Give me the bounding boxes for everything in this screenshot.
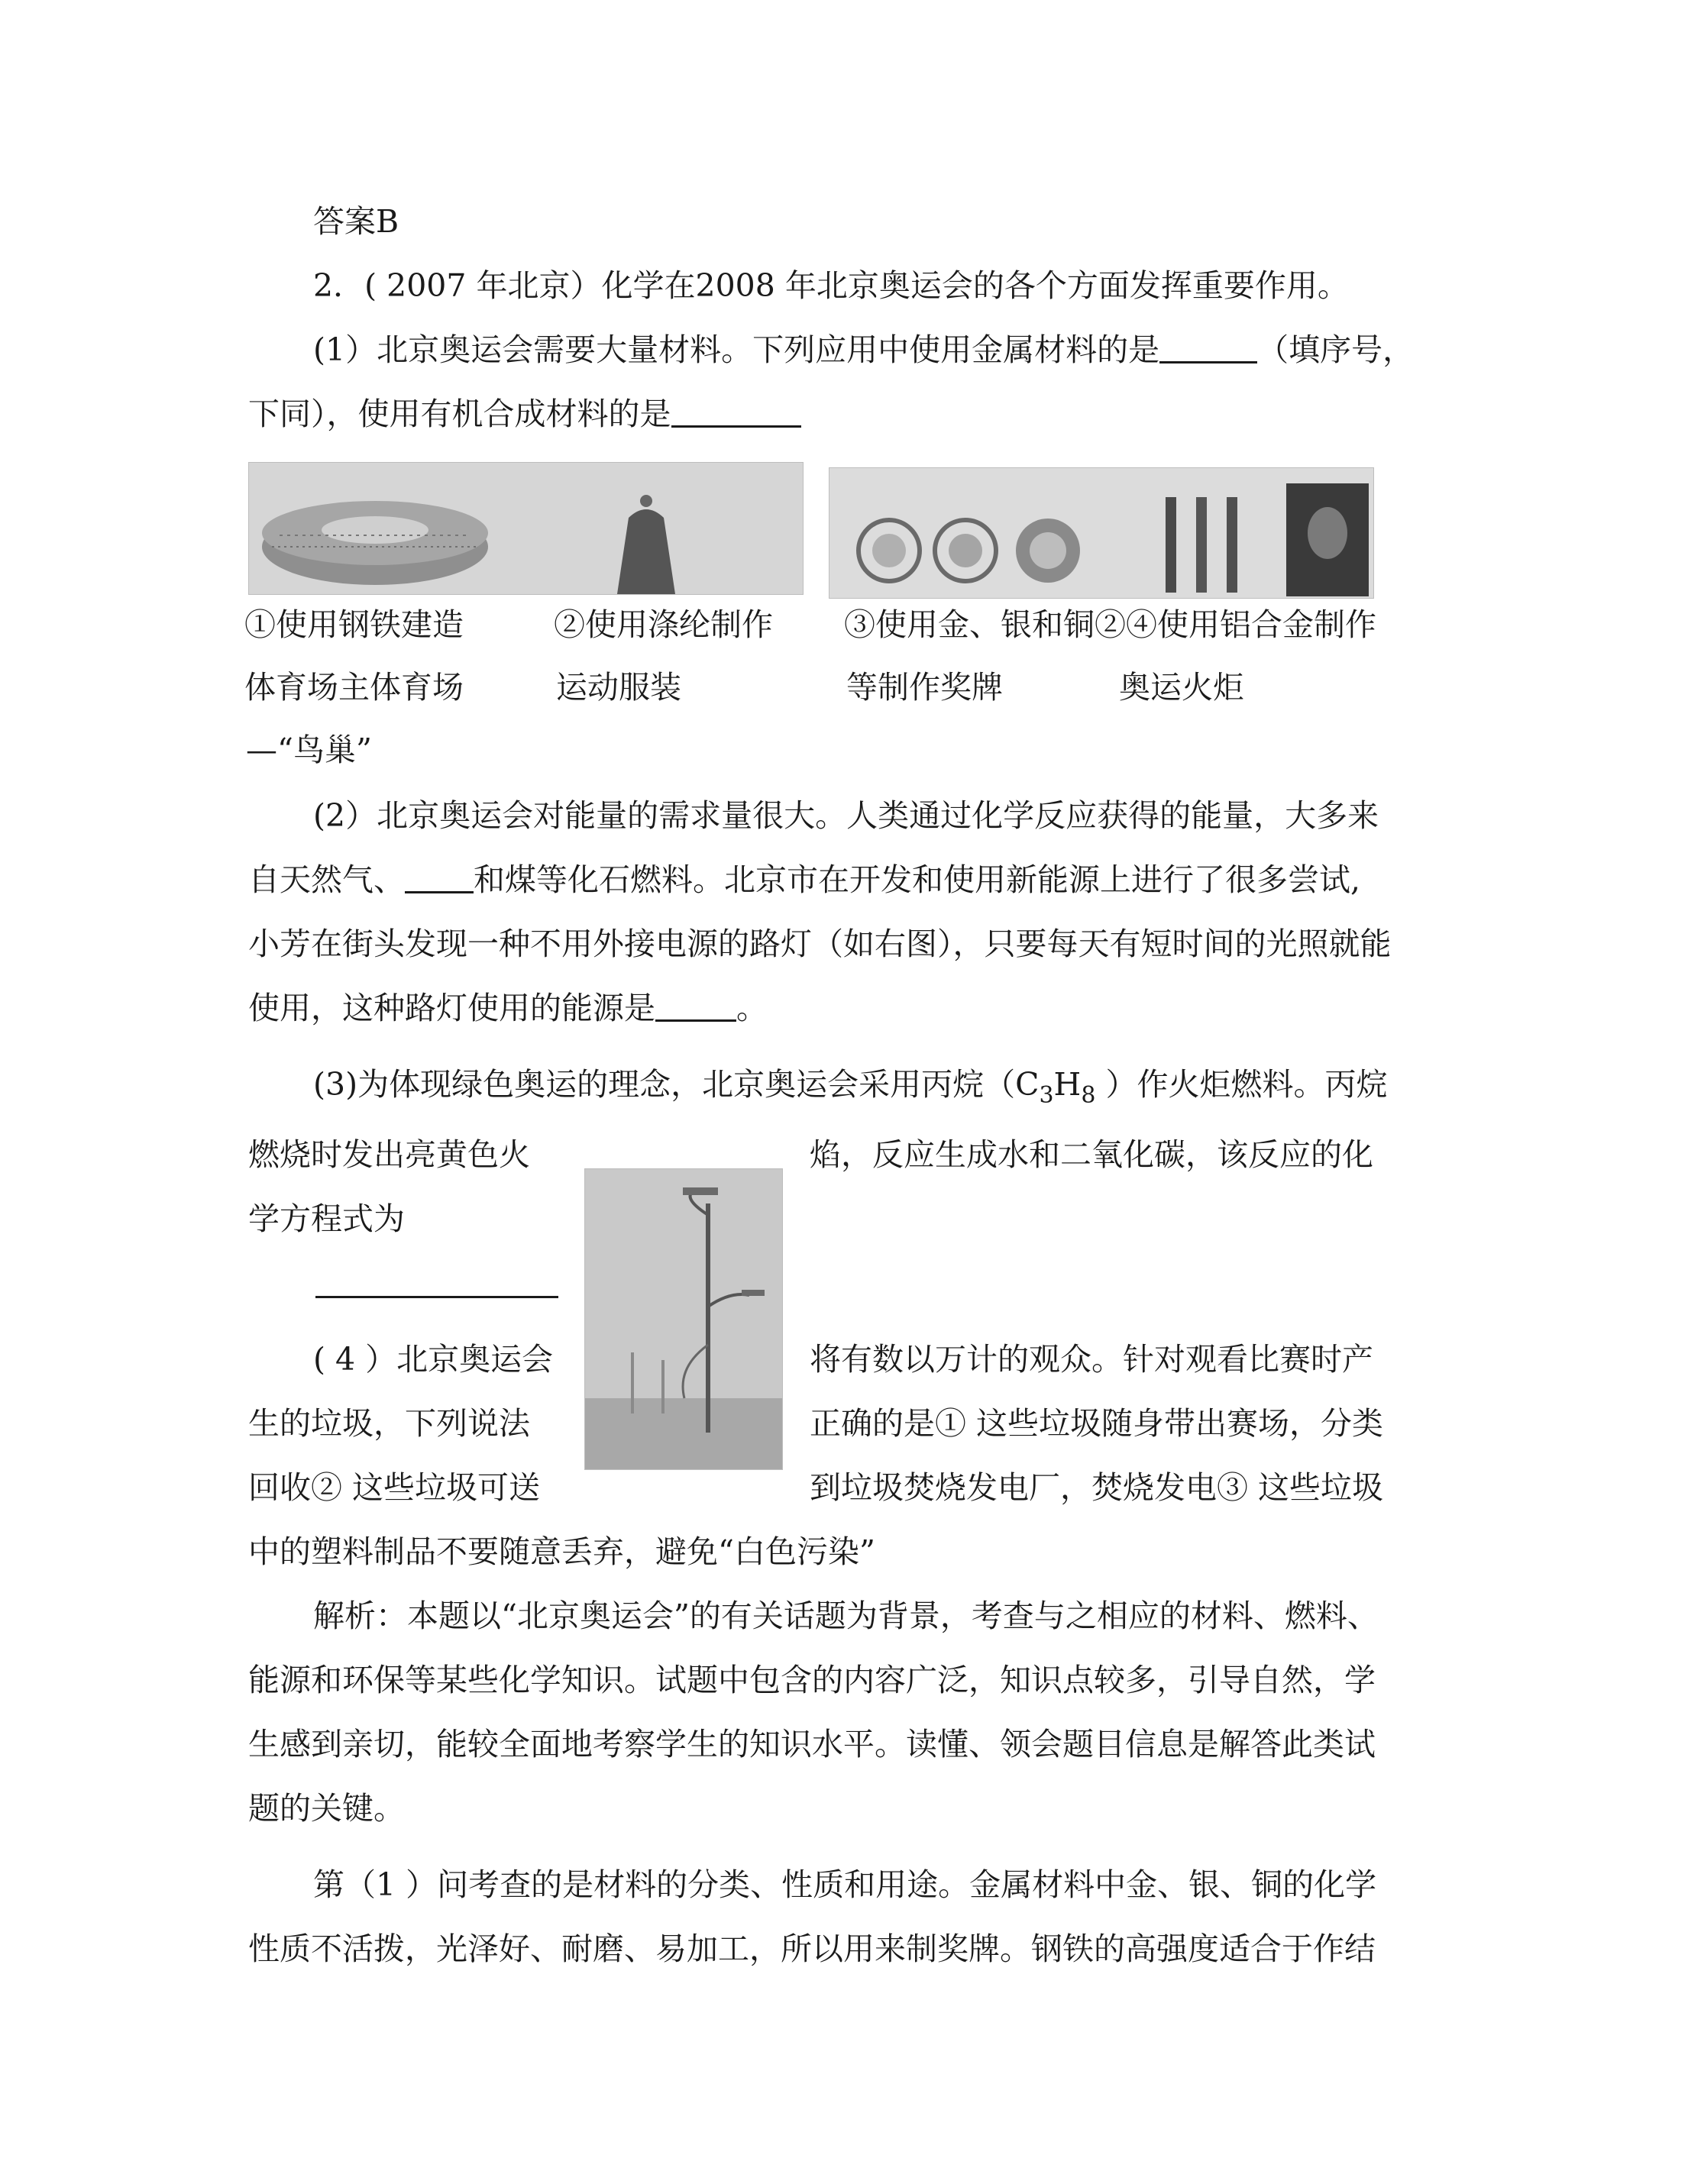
part2-line4-text-b: 。 xyxy=(736,990,768,1026)
part1-line1 xyxy=(313,328,1414,371)
stadium-and-sportswear-image xyxy=(248,462,804,595)
caption-3-line2: 等制作奖牌 xyxy=(846,669,1003,706)
part3-line2-right: 焰，反应生成水和二氧化碳，该反应的化 xyxy=(810,1136,1373,1173)
caption-1-line3: —“鸟巢” xyxy=(246,732,372,768)
analysis-line2: 能源和环保等某些化学知识。试题中包含的内容广泛，知识点较多，引导自然，学 xyxy=(248,1662,1376,1698)
part2-line4-text-a: 使用，这种路灯使用的能源是 xyxy=(248,990,655,1026)
part2-line4 xyxy=(248,987,768,1029)
part3-line2-left: 燃烧时发出亮黄色火 xyxy=(248,1136,530,1173)
analysis-line3: 生感到亲切，能较全面地考察学生的知识水平。读懂、领会题目信息是解答此类试 xyxy=(248,1726,1376,1762)
part4-line4: 中的塑料制品不要随意丢弃，避免“白色污染” xyxy=(248,1533,875,1570)
answer-line: 答案B xyxy=(313,203,399,240)
part1-tail: （填序号， xyxy=(1257,331,1415,368)
analysis-line4: 题的关键。 xyxy=(248,1790,405,1827)
part4-line2-left: 生的垃圾，下列说法 xyxy=(248,1405,530,1442)
part4-line1-right: 将有数以万计的观众。针对观看比赛时产 xyxy=(810,1341,1373,1378)
explain-line2: 性质不活拨，光泽好、耐磨、易加工，所以用来制奖牌。钢铁的高强度适合于作结 xyxy=(248,1930,1376,1967)
part3-text-a: (3)为体现绿色奥运的理念，北京奥运会采用丙烷（C xyxy=(313,1066,1040,1103)
caption-2-line2: 运动服装 xyxy=(556,669,681,706)
part3-text-b: ）作火炬燃料。丙烷 xyxy=(1095,1066,1388,1103)
part1-line2 xyxy=(248,393,801,435)
part2-line1: (2）北京奥运会对能量的需求量很大。人类通过化学反应获得的能量，大多来 xyxy=(313,797,1379,834)
caption-1-line1: ①使用钢铁建造 xyxy=(244,606,464,643)
caption-1-line2: 体育场主体育场 xyxy=(244,669,464,706)
part4-line1-left: ( 4 ）北京奥运会 xyxy=(313,1341,554,1378)
part4-line3-right: 到垃圾焚烧发电厂，焚烧发电③ 这些垃圾 xyxy=(810,1469,1384,1506)
caption-4-line2: 奥运火炬 xyxy=(1119,669,1244,706)
part3-line1 xyxy=(313,1063,1387,1117)
formula-h: H xyxy=(1053,1066,1082,1103)
formula-subscript-3: 3 xyxy=(1039,1082,1054,1109)
question-stem: 2．( 2007 年北京）化学在2008 年北京奥运会的各个方面发挥重要作用。 xyxy=(313,267,1349,304)
medals-and-torch-image xyxy=(829,467,1374,599)
fossil-fuel-blank xyxy=(405,864,474,893)
part4-line2-right: 正确的是① 这些垃圾随身带出赛场，分类 xyxy=(810,1405,1384,1442)
caption-3-line1: ③使用金、银和铜②④使用铝合金制作 xyxy=(844,606,1376,643)
analysis-line1: 解析：本题以“北京奥运会”的有关话题为背景，考查与之相应的材料、燃料、 xyxy=(313,1598,1379,1634)
part2-line3: 小芳在街头发现一种不用外接电源的路灯（如右图），只要每天有短时间的光照就能 xyxy=(248,926,1392,962)
part1-text: (1）北京奥运会需要大量材料。下列应用中使用金属材料的是 xyxy=(313,331,1160,368)
part2-line2 xyxy=(248,858,1360,901)
energy-source-blank xyxy=(655,992,736,1022)
formula-subscript-8: 8 xyxy=(1081,1082,1096,1109)
part2-line2-text-a: 自天然气、 xyxy=(248,861,405,898)
organic-material-blank xyxy=(671,398,801,428)
part2-line2-text-b: 和煤等化石燃料。北京市在开发和使用新能源上进行了很多尝试, xyxy=(474,861,1361,898)
metal-material-blank xyxy=(1159,334,1257,363)
equation-blank xyxy=(315,1296,558,1298)
part1-line2-text: 下同），使用有机合成材料的是 xyxy=(248,396,671,432)
caption-2-line1: ②使用涤纶制作 xyxy=(554,606,773,643)
part3-line3: 学方程式为 xyxy=(248,1200,405,1237)
explain-line1: 第（1 ）问考查的是材料的分类、性质和用途。金属材料中金、银、铜的化学 xyxy=(313,1866,1377,1903)
part4-line3-left: 回收② 这些垃圾可送 xyxy=(248,1469,541,1506)
solar-street-lamp-image xyxy=(584,1168,783,1470)
